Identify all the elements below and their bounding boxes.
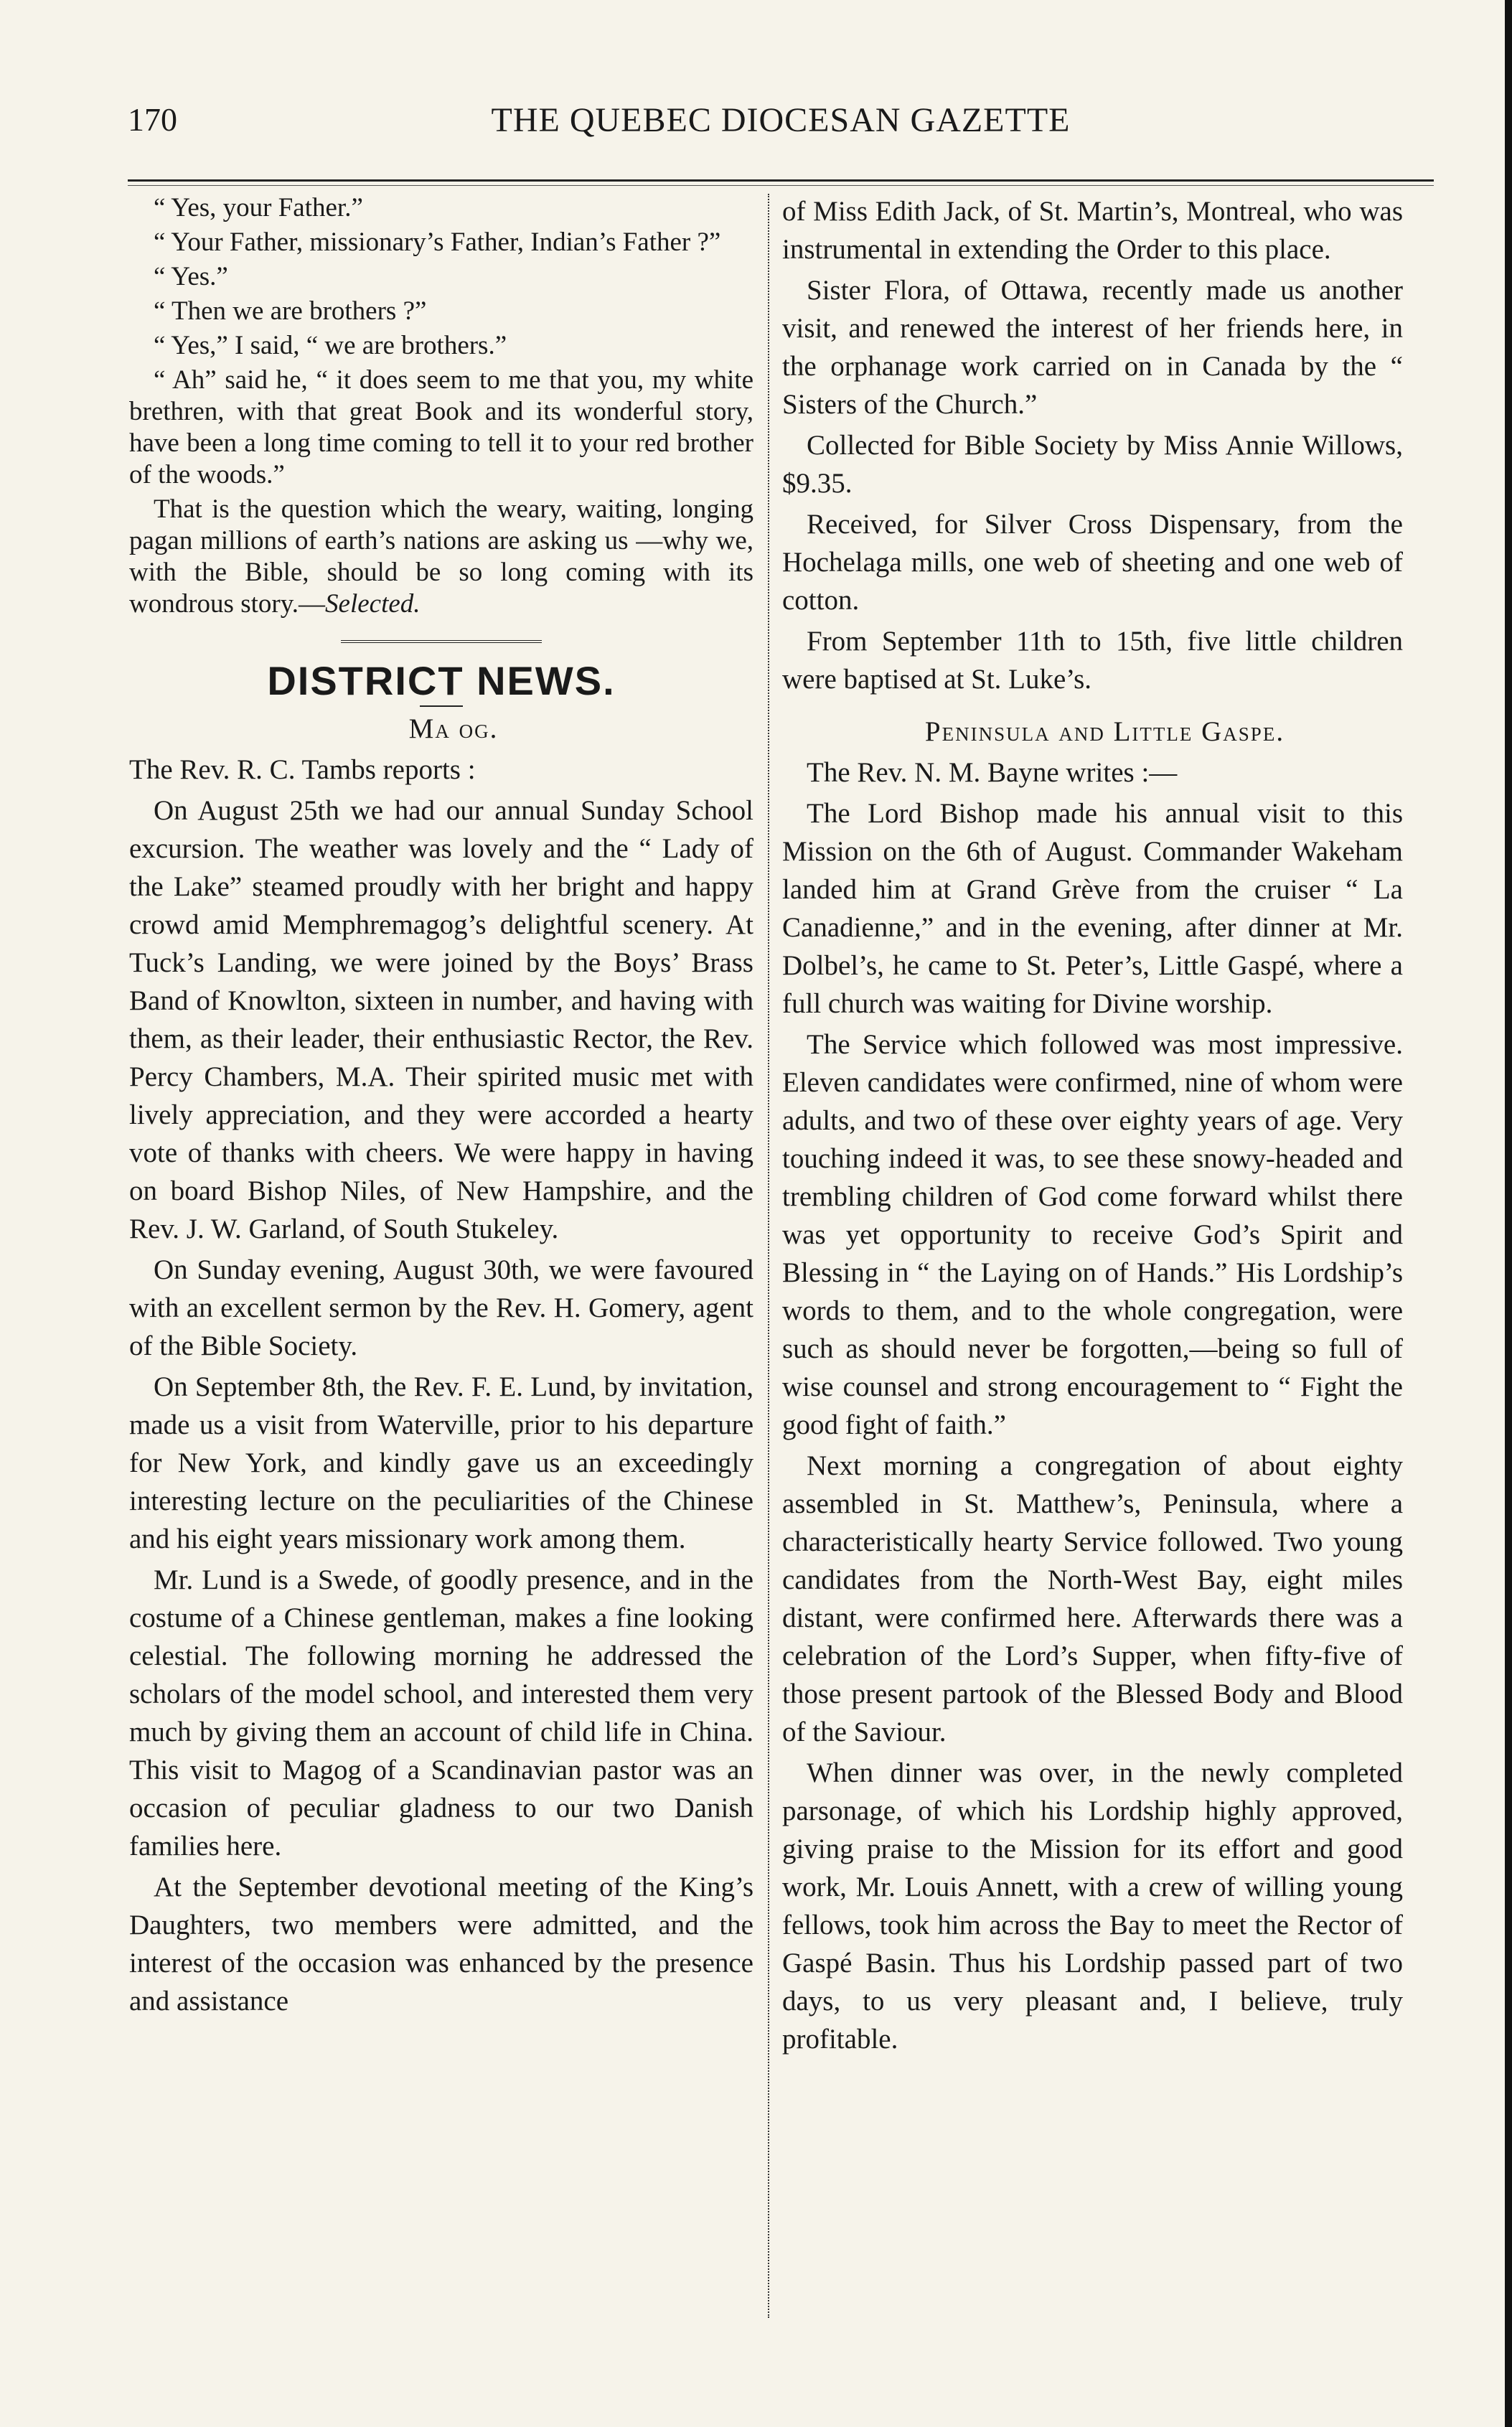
- dialogue-closing: [129, 494, 753, 620]
- article-paragraph: At the September devotional meeting of the King’s Daughters, two members were admitted, and the interest of the occasion was enhanced by the presence and assistance: [129, 1872, 753, 2017]
- dialogue-line: “ Yes.”: [154, 262, 228, 291]
- dialogue-line: “ Then we are brothers ?”: [154, 296, 427, 326]
- scan-edge: [1505, 0, 1512, 2427]
- left-column: [129, 192, 753, 2023]
- article-paragraph: On September 8th, the Rev. F. E. Lund, by invitation, made us a visit from Waterville, prior to his departure for New York, and kindly gave us an exceedingly interesting lecture on the peculiarities of the Chinese and his eight years missionary work among them.: [129, 1371, 753, 1554]
- article-paragraph: On August 25th we had our annual Sunday School excursion. The weather was lovely and the “ Lady of the Lake” steamed proudly with her bright and happy crowd amid Memphremagog’s delightful scenery. At Tuck’s Landing, we were joined by the Boys’ Brass Band of Knowlton, sixteen in number, and having with them, as their leader, their enthusiastic Rector, the Rev. Percy Chambers, M.A. Their spirited music met with lively appreciation, and they were accorded a hearty vote of thanks with cheers. We were happy in having on board Bishop Niles, of New Hampshire, and the Rev. J. W. Garland, of South Stukeley.: [129, 795, 753, 1244]
- article-paragraph: The Rev. R. C. Tambs reports :: [129, 754, 476, 785]
- selected-signature: Selected.: [325, 589, 421, 619]
- article-paragraph: Received, for Silver Cross Dispensary, from the Hochelaga mills, one web of sheeting and one web of cotton.: [782, 509, 1403, 616]
- article-paragraph: On Sunday evening, August 30th, we were favoured with an excellent sermon by the Rev. H. Gomery, agent of the Bible Society.: [129, 1254, 753, 1361]
- column-divider: [768, 194, 769, 2318]
- sub-rule: [420, 705, 463, 707]
- gazette-title: THE QUEBEC DIOCESAN GAZETTE: [491, 101, 1071, 139]
- place-heading-magog: Ma og.: [408, 713, 499, 744]
- dialogue-closing-text: That is the question which the weary, waiting, longing pagan millions of earth’s nations are asking us —why we, with the Bible, should be so long coming with its wondrous story.—: [129, 494, 753, 619]
- article-paragraph: Collected for Bible Society by Miss Annie Willows, $9.35.: [782, 430, 1403, 499]
- dialogue-line: “ Ah” said he, “ it does seem to me that you, my white brethren, with that great Book and its wonderful story, have been a long time coming to tell it to your red brother of the woods.”: [129, 365, 753, 489]
- article-paragraph: of Miss Edith Jack, of St. Martin’s, Montreal, who was instrumental in extending the Order to this place.: [782, 196, 1403, 265]
- dialogue-line: “ Your Father, missionary’s Father, Indian’s Father ?”: [154, 227, 721, 257]
- article-paragraph: The Service which followed was most impressive. Eleven candidates were confirmed, nine of whom were adults, and two of these over eighty years of age. Very touching indeed it was, to see these snowy-headed and trembling children of God come forward whilst there was yet opportunity to receive God’s Spirit and Blessing in “ the Laying on of Hands.” His Lordship’s words to them, and to the whole congregation, were such as should never be forgotten,—being so full of wise counsel and strong encouragement to “ Fight the good fight of faith.”: [782, 1029, 1403, 1440]
- place-heading-peninsula: Peninsula and Little Gaspe.: [924, 716, 1285, 747]
- header-rule: [128, 179, 1434, 182]
- right-column: [782, 192, 1403, 2061]
- dialogue-line: “ Yes,” I said, “ we are brothers.”: [154, 331, 507, 360]
- article-paragraph: Sister Flora, of Ottawa, recently made us another visit, and renewed the interest of her friends here, in the orphanage work carried on in Canada by the “ Sisters of the Church.”: [782, 275, 1403, 420]
- article-paragraph: Mr. Lund is a Swede, of goodly presence, and in the costume of a Chinese gentleman, makes a fine looking celestial. The following morning he addressed the scholars of the model school, and interested them very much by giving them an account of child life in China. This visit to Magog of a Scandinavian pastor was an occasion of peculiar gladness to our two Danish families here.: [129, 1564, 753, 1862]
- article-paragraph: From September 11th to 15th, five little children were baptised at St. Luke’s.: [782, 626, 1403, 695]
- page-number: 170: [128, 101, 177, 138]
- article-paragraph: The Rev. N. M. Bayne writes :—: [807, 757, 1178, 788]
- section-rule: [341, 640, 542, 643]
- dialogue-line: “ Yes, your Father.”: [154, 193, 363, 222]
- article-paragraph: Next morning a congregation of about eighty assembled in St. Matthew’s, Peninsula, where a characteristically hearty Service followed. Two young candidates from the North-West Bay, eight miles distant, were confirmed here. Afterwards there was a celebration of the Lord’s Supper, when fifty-five of those present partook of the Blessed Body and Blood of the Saviour.: [782, 1450, 1403, 1747]
- article-paragraph: When dinner was over, in the newly completed parsonage, of which his Lordship highly approved, giving praise to the Mission for its effort and good work, Mr. Louis Annett, with a crew of willing young fellows, took him across the Bay to meet the Rector of Gaspé Basin. Thus his Lordship passed part of two days, to us very pleasant and, I believe, truly profitable.: [782, 1757, 1403, 2055]
- header-rule-thin: [128, 185, 1434, 186]
- article-paragraph: The Lord Bishop made his annual visit to this Mission on the 6th of August. Commander Wakeham landed him at Grand Grève from the cruiser “ La Canadienne,” and in the evening, after dinner at Mr. Dolbel’s, he came to St. Peter’s, Little Gaspé, where a full church was waiting for Divine worship.: [782, 798, 1403, 1019]
- section-title: DISTRICT NEWS.: [267, 658, 616, 703]
- page-header: [128, 100, 1434, 151]
